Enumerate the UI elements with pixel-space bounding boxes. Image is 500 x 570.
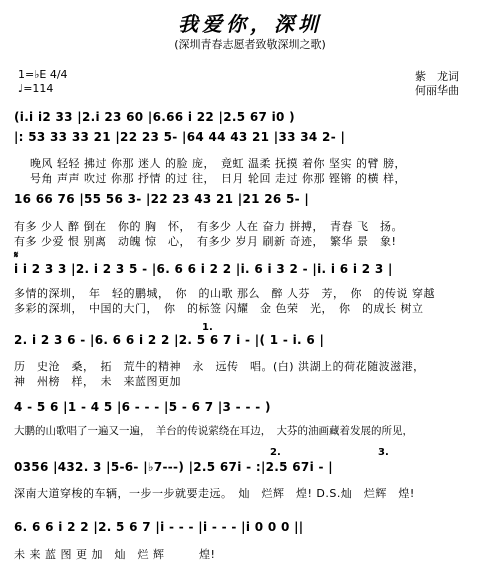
score-line-8-lyric: 未 来 蓝 图 更 加 灿 烂 辉 煌! bbox=[14, 548, 216, 561]
lyricist-credit: 紫 龙词 bbox=[415, 70, 459, 83]
score-line-6-notes: 4 - 5 6 |1 - 4 5 |6 - - - |5 - 6 7 |3 - - - ) bbox=[14, 400, 271, 414]
volta-3-mark: 3. bbox=[378, 447, 389, 458]
score-line-7-lyric: 深南大道穿梭的车辆，一步一步就要走远。 灿 烂辉 煌! D.S.灿 烂辉 煌! bbox=[14, 487, 415, 500]
score-line-3-notes: 16 66 76 |55 56 3- |22 23 43 21 |21 26 5- | bbox=[14, 192, 310, 206]
score-line-3-lyric-verse-2: 有多 少爱 恨 别离 动魄 惊 心， 有多少 岁月 刷新 奇迹， 繁华 景 象! bbox=[14, 235, 397, 248]
song-title: 我爱你，深圳 bbox=[178, 12, 322, 36]
score-line-8-notes: 6. 6 6 i 2 2 |2. 5 6 7 |i - - - |i - - - |i 0 0 0 || bbox=[14, 520, 304, 534]
segno-sign: 𝄋 bbox=[14, 250, 19, 261]
score-line-1-notes: (i.i i2 33 |2.i 23 60 |6.66 i 22 |2.5 67 i0 ) bbox=[14, 110, 295, 124]
score-line-2-lyric-verse-1: 晚风 轻轻 拂过 你那 迷人 的脸 庞， 竟虹 温柔 抚摸 着你 坚实 的臂 膀， bbox=[30, 157, 406, 170]
score-line-2-lyric-verse-2: 号角 声声 吹过 你那 抒情 的过 往， 日月 轮回 走过 你那 铿锵 的横 样， bbox=[30, 172, 406, 185]
score-line-2-notes: |: 53 33 33 21 |22 23 5- |64 44 43 21 |33 34 2- | bbox=[14, 130, 346, 144]
score-line-4-lyric-verse-1: 多情的深圳， 年 轻的鹏城， 你 的山歌 那么 醉 人芬 芳， 你 的传说 穿越 bbox=[14, 287, 435, 300]
volta-2-mark: 2. bbox=[270, 447, 281, 458]
composer-credit: 何丽华曲 bbox=[415, 84, 459, 97]
score-line-6-spoken-text: 大鹏的山歌唱了一遍又一遍， 羊台的传说萦绕在耳边， 大芬的油画藏着发展的所见， bbox=[14, 425, 413, 437]
key-signature: 1=♭E 4/4 bbox=[18, 68, 68, 81]
score-line-5-notes: 2. i 2 3 6 - |6. 6 6 i 2 2 |2. 5 6 7 i - |( 1 - i. 6 | bbox=[14, 333, 325, 347]
song-subtitle: (深圳青春志愿者致敬深圳之歌) bbox=[174, 38, 326, 51]
score-line-5-lyric-verse-1: 历 史沧 桑， 拓 荒牛的精神 永 远传 唱。(白) 洪湖上的荷花随波滋港， bbox=[14, 360, 425, 373]
score-line-4-lyric-verse-2: 多彩的深圳， 中国的大门， 你 的标签 闪耀 金 色荣 光， 你 的成长 树立 bbox=[14, 302, 424, 315]
score-line-7-notes: 0356 |432. 3 |5-6- |♭7---) |2.5 67i - :|2.5 67i - | bbox=[14, 460, 333, 474]
score-line-3-lyric-verse-1: 有多 少人 醉 倒在 你的 胸 怀， 有多少 人在 奋力 拼搏， 青春 飞 扬。 bbox=[14, 220, 403, 233]
score-line-5-lyric-verse-2: 神 州榜 样， 未 来蓝图更加 bbox=[14, 375, 181, 388]
tempo-marking: ♩=114 bbox=[18, 82, 54, 95]
volta-1-mark: 1. bbox=[202, 322, 213, 333]
score-line-4-notes: i i 2 3 3 |2. i 2 3 5 - |6. 6 6 i 2 2 |i. 6 i 3 2 - |i. i 6 i 2 3 | bbox=[14, 262, 393, 276]
